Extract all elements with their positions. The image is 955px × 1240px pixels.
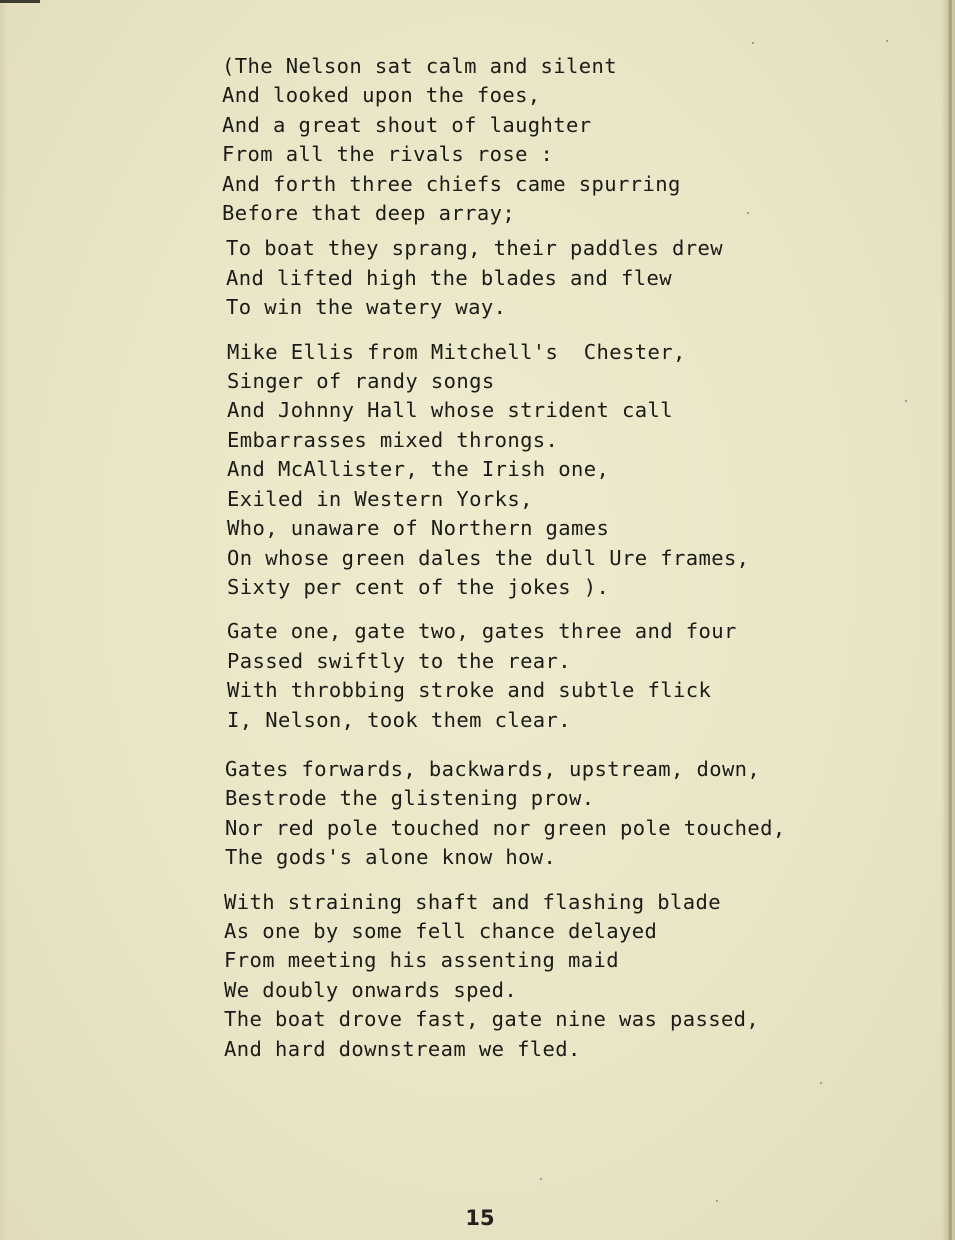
poem-line: And a great shout of laughter (222, 112, 592, 137)
poem-line: We doubly onwards sped. (224, 977, 518, 1002)
stanza-5 (225, 755, 862, 873)
book-spine-edge (941, 0, 955, 1240)
poem-line: (The Nelson sat calm and silent (222, 54, 618, 78)
poem-line: The gods's alone know how. (225, 845, 557, 870)
poem-line: Sixty per cent of the jokes ). (227, 574, 610, 599)
poem-line: And hard downstream we fled. (224, 1036, 581, 1061)
page-number: 15 (465, 1206, 495, 1230)
stanza-2 (226, 234, 862, 322)
poem-line: Passed swiftly to the rear. (227, 648, 572, 673)
poem-line: On whose green dales the dull Ure frames, (227, 545, 750, 570)
poem-line: Bestrode the glistening prow. (225, 786, 595, 811)
poem-body (222, 52, 862, 1064)
poem-line: And looked upon the foes, (222, 83, 541, 108)
poem-line: Gate one, gate two, gates three and four (227, 619, 737, 644)
page-left-edge (0, 0, 8, 1240)
poem-line: And McAllister, the Irish one, (227, 457, 610, 482)
stanza-6 (224, 888, 862, 1064)
poem-line: Nor red pole touched nor green pole touched, (225, 815, 786, 840)
poem-line: As one by some fell chance delayed (224, 918, 658, 943)
poem-line: And forth three chiefs came spurring (222, 171, 681, 196)
poem-line: To boat they sprang, their paddles drew (226, 236, 723, 261)
poem-line: Gates forwards, backwards, upstream, down, (225, 756, 761, 781)
paper-speck (540, 1178, 542, 1180)
paper-speck (886, 40, 888, 42)
top-corner-mark (0, 0, 40, 3)
poem-line: To win the watery way. (226, 295, 507, 320)
paper-speck (752, 42, 754, 44)
paper-speck (820, 1082, 822, 1084)
poem-line: With throbbing stroke and subtle flick (227, 678, 712, 703)
poem-line: And lifted high the blades and flew (226, 265, 672, 290)
poem-line: Embarrasses mixed throngs. (227, 427, 559, 452)
poem-line: With straining shaft and flashing blade (224, 889, 721, 914)
paper-speck (905, 400, 907, 402)
poem-line: And Johnny Hall whose strident call (227, 398, 673, 423)
poem-line: Who, unaware of Northern games (227, 516, 610, 541)
paper-speck (716, 1200, 718, 1202)
stanza-4 (227, 617, 862, 735)
poem-line: From meeting his assenting maid (224, 948, 620, 973)
poem-line: The boat drove fast, gate nine was passed, (224, 1007, 760, 1032)
poem-line: Mike Ellis from Mitchell's Chester, (227, 339, 686, 364)
poem-line: Exiled in Western Yorks, (227, 486, 533, 511)
stanza-1 (222, 52, 862, 228)
paper-speck (747, 212, 749, 214)
stanza-3 (227, 338, 862, 603)
poem-line: I, Nelson, took them clear. (227, 707, 572, 732)
poem-line: Singer of randy songs (227, 369, 495, 394)
poem-line: From all the rivals rose : (222, 142, 554, 167)
poem-line: Before that deep array; (222, 201, 516, 226)
